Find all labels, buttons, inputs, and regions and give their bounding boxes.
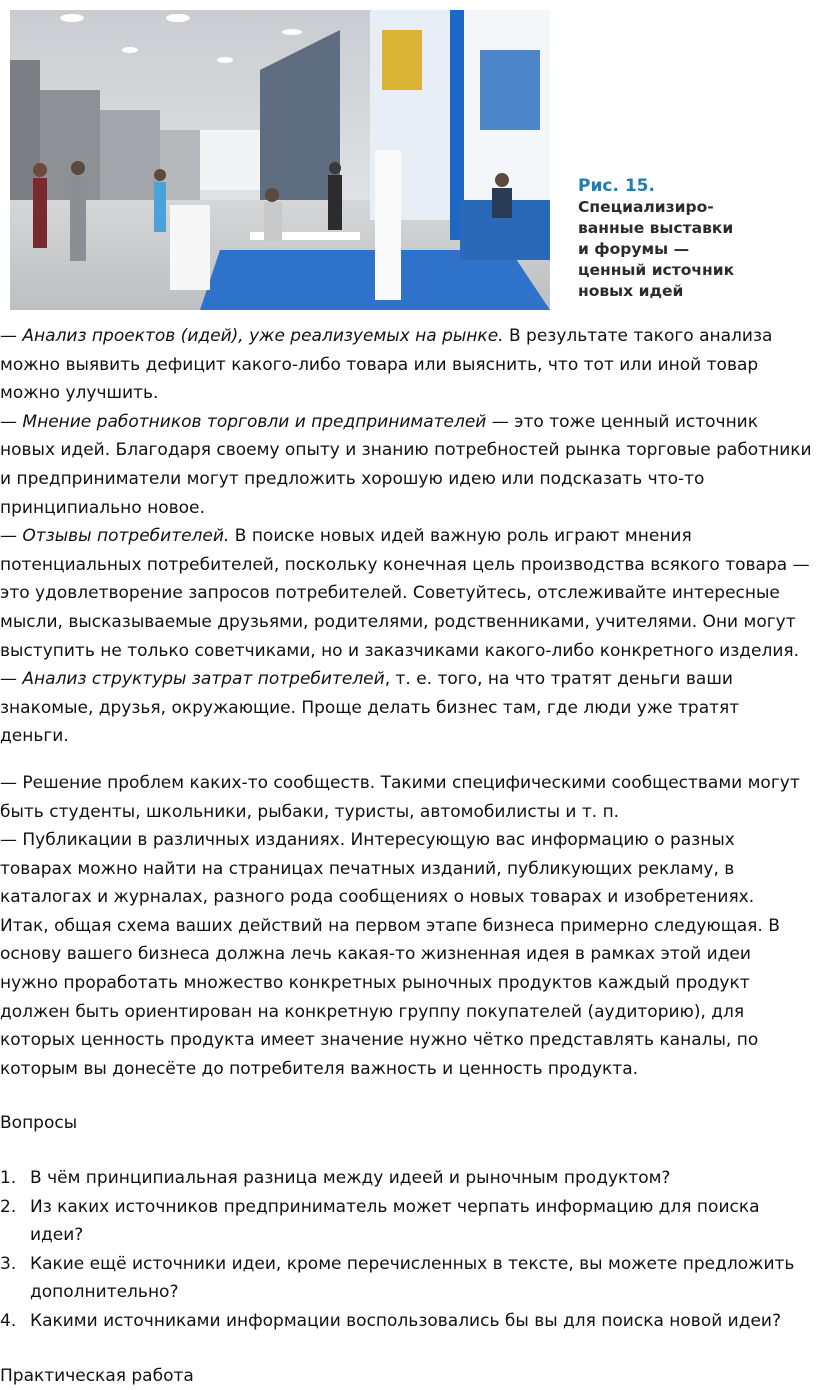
paragraph-text: В поиске новых идей важную роль играют мнения потенциальных потребителей, поскольку конечная цель производства всякого товара — это удовлетворение запросов потребителей. Советуйтесь, отслеживайте интересные мысли, высказываемые друзьями, родителями, родственниками, учителями. Они могут выступить не только советчиками, но и заказчиками какого-либо конкретного изделия.: [0, 526, 810, 661]
paragraph-lead: Анализ структуры затрат потребителей: [22, 669, 385, 690]
paragraph-lead: Анализ проектов (идей), уже реализуемых на рынке.: [22, 326, 504, 346]
paragraph: — Анализ проектов (идей), уже реализуемых на рынке. В результате такого анализа можно выявить дефицит какого-либо товара или выяснить, что тот или иной товар можно улучшить.: [0, 326, 773, 404]
paragraph-lead: Мнение работников торговли и предпринимателей: [22, 411, 487, 432]
paragraph: — Анализ структуры затрат потребителей, т. е. того, на что тратят деньги ваши знакомые, друзья, окружающие. Проще делать бизнес там, где люди уже тратят деньги.: [0, 669, 740, 747]
list-item: [0, 1250, 812, 1307]
paragraph-text: , т. е. того, на что тратят деньги ваши знакомые, друзья, окружающие. Проще делать бизнес там, где люди уже тратят деньги.: [0, 669, 740, 747]
list-number: 1.: [0, 1168, 17, 1189]
practical-heading: Практическая работа: [0, 1365, 194, 1386]
exhibition-photo: [10, 10, 550, 310]
list-number: 4.: [0, 1311, 17, 1331]
paragraph-text: — это тоже ценный источник новых идей. Благодаря своему опыту и знанию потребностей рынка торговые работники и предприниматели могут предложить хорошую идею или подсказать что-то принципиально новое.: [0, 411, 812, 518]
list-number: 2.: [0, 1196, 17, 1217]
exhibition-illustration: [10, 10, 550, 310]
paragraph: — Публикации в различных изданиях. Интересующую вас информацию о разных товарах можно найти на страницах печатных изданий, публикующих рекламу, в каталогах и журналах, разного рода сообщениях о новых товарах и изобретениях.: [0, 830, 755, 908]
paragraph-text: В результате такого анализа можно выявить дефицит какого-либо товара или выяснить, что тот или иной товар можно улучшить.: [0, 326, 773, 404]
questions-list: [0, 1164, 812, 1336]
caption-line: Специализиро-: [578, 198, 714, 216]
paragraph: — Мнение работников торговли и предпринимателей — это тоже ценный источник новых идей. Благодаря своему опыту и знанию потребностей рынка торговые работники и предприниматели могут предложить хорошую идею или подсказать что-то принципиально новое.: [0, 411, 812, 518]
question-text: Из каких источников предприниматель может черпать информацию для поиска идеи?: [30, 1196, 760, 1246]
list-number: 3.: [0, 1253, 17, 1274]
paragraph-lead: Отзывы потребителей.: [22, 526, 230, 547]
list-item: [0, 1307, 812, 1336]
caption-line: новых идей: [578, 282, 684, 300]
caption-line: ванные выставки: [578, 219, 734, 237]
question-text: В чём принципиальная разница между идеей и рыночным продуктом?: [30, 1168, 671, 1189]
list-item: [0, 1164, 812, 1193]
caption-line: и форумы —: [578, 240, 690, 258]
caption-line: ценный источник: [578, 261, 735, 279]
paragraph: — Отзывы потребителей. В поиске новых идей важную роль играют мнения потенциальных потребителей, поскольку конечная цель производства всякого товара — это удовлетворение запросов потребителей. Советуйтесь, отслеживайте интересные мысли, высказываемые друзьями, родителями, родственниками, учителями. Они могут выступить не только советчиками, но и заказчиками какого-либо конкретного изделия.: [0, 526, 810, 661]
paragraph: Итак, общая схема ваших действий на первом этапе бизнеса примерно следующая. В основу вашего бизнеса должна лечь какая-то жизненная идея в рамках этой идеи нужно проработать множество конкретных рыночных продуктов каждый продукт должен быть ориентирован на конкретную группу покупателей (аудиторию), для которых ценность продукта имеет значение нужно чётко представлять каналы, по которым вы донесёте до потребителя важность и ценность продукта.: [0, 915, 780, 1079]
article-body: [0, 322, 812, 1390]
questions-heading: Вопросы: [0, 1113, 78, 1134]
question-text: Какими источниками информации воспользовались бы вы для поиска новой идеи?: [30, 1311, 782, 1331]
caption-number: Рис. 15.: [578, 176, 655, 196]
list-item: [0, 1193, 812, 1250]
figure-caption: [578, 176, 808, 302]
paragraph: — Решение проблем каких-то сообществ. Такими специфическими сообществами могут быть студенты, школьники, рыбаки, туристы, автомобилисты и т. п.: [0, 772, 800, 822]
question-text: Какие ещё источники идеи, кроме перечисленных в тексте, вы можете предложить дополнительно?: [30, 1253, 795, 1303]
